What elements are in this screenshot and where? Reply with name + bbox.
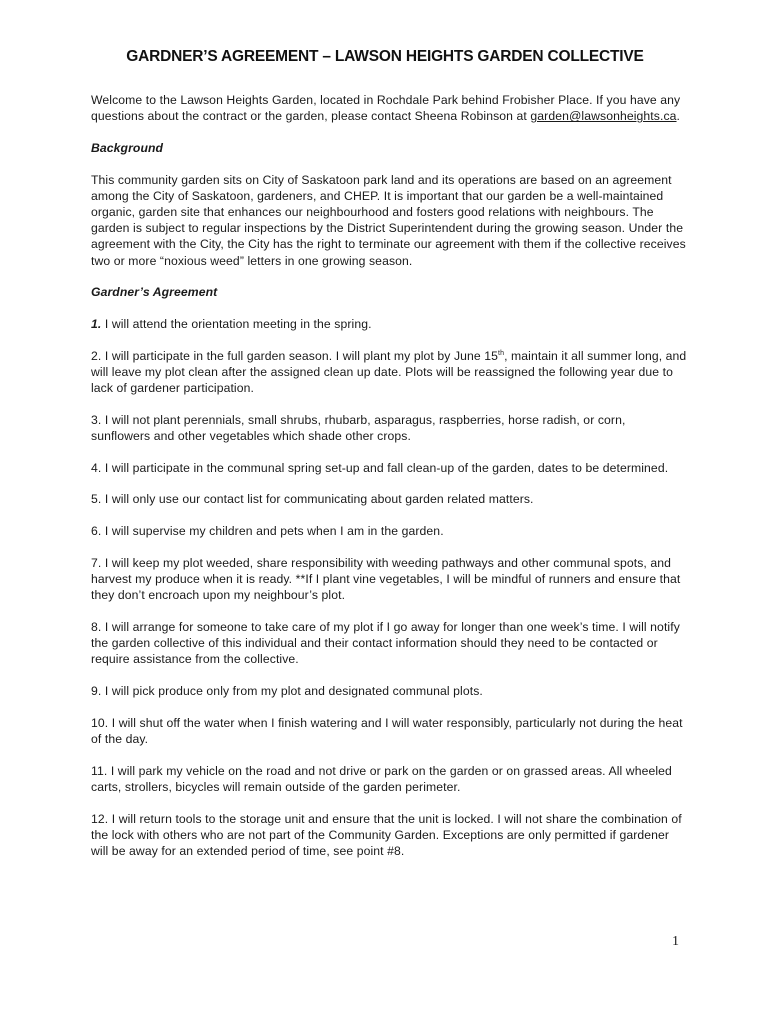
item-number: 9. xyxy=(91,684,102,699)
item-text: I will shut off the water when I finish watering and I will water responsibly, particularly not during the heat of the day. xyxy=(91,715,683,746)
item-text: I will arrange for someone to take care of my plot if I go away for longer than one week’s time. I will notify the garden collective of this individual and their contact information should they need to be contacted or require assistance from the collective. xyxy=(91,619,680,667)
agreement-item-6 xyxy=(91,523,687,539)
item-text-continued: , maintain it all summer long, and will leave my plot clean after the assigned clean up date. Plots will be reassigned the following year due to lack of gardener participation. xyxy=(91,348,687,396)
agreement-item-7 xyxy=(91,555,687,604)
agreement-item-2 xyxy=(91,348,687,397)
agreement-item-8 xyxy=(91,619,687,668)
intro-paragraph xyxy=(91,92,687,124)
item-number: 12. xyxy=(91,811,109,826)
background-heading: Background xyxy=(91,140,164,155)
item-text: I will keep my plot weeded, share responsibility with weeding pathways and other communal spots, and harvest my produce when it is ready. **If I plant vine vegetables, I will be mindful of runners and ensure that they don’t encroach upon my neighbour’s plot. xyxy=(91,555,681,603)
item-number: 5. xyxy=(91,492,102,507)
agreement-item-4 xyxy=(91,460,687,476)
item-number: 2. xyxy=(91,348,102,363)
agreement-heading: Gardner’s Agreement xyxy=(91,285,218,300)
item-text: I will park my vehicle on the road and not drive or park on the garden or on grassed areas. All wheeled carts, strollers, bicycles will remain outside of the garden perimeter. xyxy=(91,763,672,794)
agreement-item-9 xyxy=(91,683,687,699)
agreement-item-11 xyxy=(91,763,687,795)
background-paragraph: This community garden sits on City of Saskatoon park land and its operations are based on an agreement among the City of Saskatoon, gardeners, and CHEP. It is important that our garden be a well-maintained organic, garden site that enhances our neighbourhood and fosters good relations with neighbours. The garden is subject to regular inspections by the District Superintendent during the growing season. Under the agreement with the City, the City has the right to terminate our agreement with them if the collective receives two or more “noxious weed” letters in one growing season. xyxy=(91,172,686,268)
item-text: I will only use our contact list for communicating about garden related matters. xyxy=(101,492,534,507)
intro-end: . xyxy=(676,109,681,124)
page-number: 1 xyxy=(672,934,679,949)
item-number: 6. xyxy=(91,524,102,539)
item-number: 11. xyxy=(91,763,108,778)
agreement-item-10 xyxy=(91,715,687,747)
item-text: I will participate in the full garden season. I will plant my plot by June 15 xyxy=(101,348,499,363)
item-text: I will pick produce only from my plot and designated communal plots. xyxy=(101,684,483,699)
item-number: 7. xyxy=(91,555,102,570)
item-text: I will not plant perennials, small shrubs, rhubarb, asparagus, raspberries, horse radish, or corn, sunflowers and other vegetables which shade other crops. xyxy=(91,412,626,444)
item-number: 8. xyxy=(91,619,102,634)
item-superscript: th xyxy=(498,349,505,357)
item-text: I will participate in the communal spring set-up and fall clean-up of the garden, dates to be determined. xyxy=(101,460,669,475)
contact-email-link[interactable]: garden@lawsonheights.ca xyxy=(530,109,677,124)
item-number: 3. xyxy=(91,412,102,427)
agreement-item-3 xyxy=(91,412,687,444)
agreement-item-12 xyxy=(91,811,687,860)
item-number: 1. xyxy=(91,317,102,332)
item-text: I will attend the orientation meeting in the spring. xyxy=(101,317,372,332)
document-body xyxy=(91,92,687,875)
document-title: GARDNER’S AGREEMENT – LAWSON HEIGHTS GARDEN COLLECTIVE xyxy=(126,48,644,65)
agreement-item-5 xyxy=(91,491,687,507)
item-text: I will supervise my children and pets when I am in the garden. xyxy=(101,524,444,539)
item-number: 4. xyxy=(91,460,102,475)
item-number: 10. xyxy=(91,715,109,730)
item-text: I will return tools to the storage unit and ensure that the unit is locked. I will not share the combination of the lock with others who are not part of the Community Garden. Exceptions are only permitted if gardener will be away for an extended period of time, see point #8. xyxy=(91,811,682,858)
intro-text: Welcome to the Lawson Heights Garden, located in Rochdale Park behind Frobisher Place. If you have any questions about the contract or the garden, please contact Sheena Robinson at xyxy=(91,93,681,124)
agreement-item-1 xyxy=(91,316,687,332)
